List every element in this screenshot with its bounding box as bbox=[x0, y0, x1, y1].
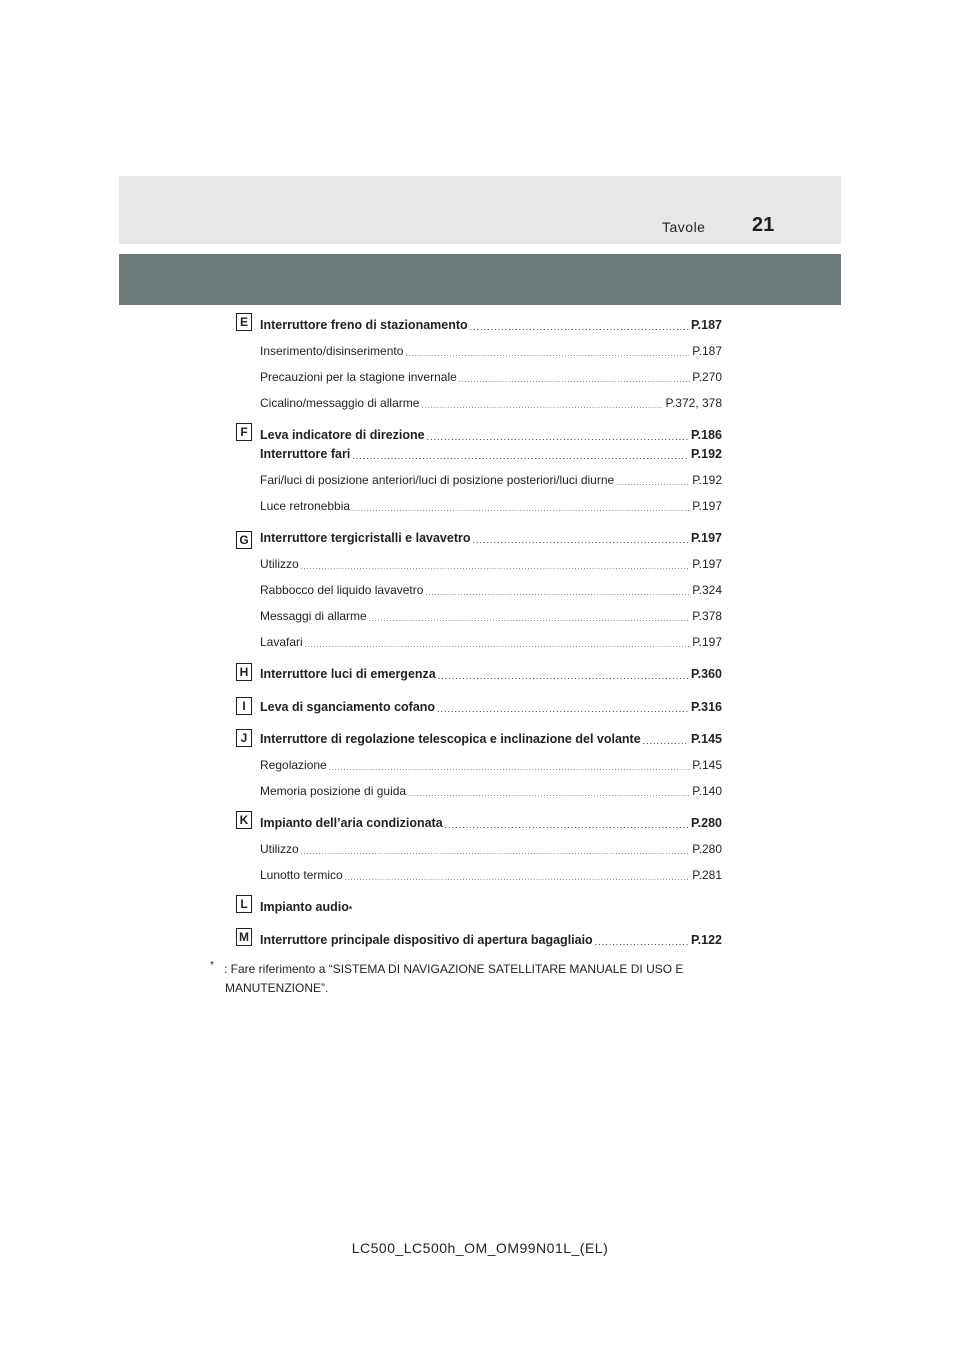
dot-leader bbox=[421, 403, 663, 410]
toc-subentry[interactable] bbox=[260, 609, 722, 623]
dot-leader bbox=[473, 535, 689, 545]
dot-leader bbox=[352, 506, 690, 513]
dot-leader bbox=[438, 671, 689, 681]
entry-label: Lunotto termico bbox=[260, 868, 343, 882]
dot-leader bbox=[301, 849, 691, 856]
toc-subentry[interactable] bbox=[260, 635, 722, 649]
toc-entry[interactable] bbox=[260, 933, 722, 947]
page-reference: P.122 bbox=[690, 933, 722, 947]
toc-subentry[interactable] bbox=[260, 344, 722, 358]
footnote-symbol: * bbox=[210, 960, 214, 971]
document-code: LC500_LC500h_OM_OM99N01L_(EL) bbox=[351, 1240, 609, 1256]
page-reference: P.140 bbox=[692, 784, 722, 798]
page-reference: P.270 bbox=[692, 370, 722, 384]
dot-leader bbox=[425, 590, 690, 597]
dot-leader bbox=[616, 480, 690, 487]
toc-entry[interactable] bbox=[260, 667, 722, 681]
toc-subentry[interactable] bbox=[260, 499, 722, 513]
entry-label: Utilizzo bbox=[260, 557, 299, 571]
entry-label: Precauzioni per la stagione invernale bbox=[260, 370, 457, 384]
section-letter-k: K bbox=[236, 811, 252, 829]
page-reference: P.324 bbox=[692, 583, 722, 597]
dot-leader bbox=[369, 616, 690, 623]
entry-label: Impianto dell’aria condizionata bbox=[260, 816, 443, 830]
entry-label: Interruttore luci di emergenza bbox=[260, 667, 436, 681]
entry-label: Interruttore freno di stazionamento bbox=[260, 318, 468, 332]
section-title: Tavole bbox=[662, 219, 706, 235]
entry-label: Interruttore fari bbox=[260, 447, 351, 461]
page-reference: P.145 bbox=[690, 732, 722, 746]
entry-label: Rabbocco del liquido lavavetro bbox=[260, 583, 424, 597]
dot-leader bbox=[305, 642, 690, 649]
dot-leader bbox=[643, 736, 689, 746]
footnote-line-2: MANUTENZIONE”. bbox=[225, 981, 329, 995]
section-letter-e: E bbox=[236, 313, 252, 331]
header-band bbox=[119, 176, 841, 244]
page-reference: P.145 bbox=[692, 758, 722, 772]
page-reference: P.197 bbox=[692, 557, 722, 571]
dot-leader bbox=[405, 351, 690, 358]
entry-label: Impianto audio bbox=[260, 900, 349, 914]
toc-entry[interactable] bbox=[260, 732, 722, 746]
entry-label: Interruttore di regolazione telescopica e inclinazione del volante bbox=[260, 732, 641, 746]
toc-entry[interactable] bbox=[260, 318, 722, 332]
dot-leader bbox=[408, 791, 690, 798]
page-reference: P.186 bbox=[690, 428, 722, 442]
page-reference: P.280 bbox=[690, 816, 722, 830]
dot-leader bbox=[301, 564, 691, 571]
toc-subentry[interactable] bbox=[260, 784, 722, 798]
toc-entry[interactable] bbox=[260, 428, 722, 442]
toc-subentry[interactable] bbox=[260, 868, 722, 882]
footnote-line-1: : Fare riferimento a “SISTEMA DI NAVIGAZIONE SATELLITARE MANUALE DI USO E bbox=[224, 962, 684, 976]
footnote bbox=[210, 956, 683, 998]
toc-subentry[interactable] bbox=[260, 473, 722, 487]
page-reference: P.372, 378 bbox=[665, 396, 722, 410]
dot-leader bbox=[352, 451, 689, 461]
dot-leader bbox=[459, 377, 690, 384]
entry-label: Interruttore principale dispositivo di apertura bagagliaio bbox=[260, 933, 593, 947]
section-letter-m: M bbox=[236, 928, 252, 946]
page-reference: P.360 bbox=[690, 667, 722, 681]
entry-label: Leva di sganciamento cofano bbox=[260, 700, 436, 714]
entry-label: Regolazione bbox=[260, 758, 327, 772]
toc-entry[interactable] bbox=[260, 816, 722, 830]
entry-label: Interruttore tergicristalli e lavavetro bbox=[260, 531, 471, 545]
toc-entry[interactable] bbox=[260, 531, 722, 545]
entry-label: Inserimento/disinserimento bbox=[260, 344, 404, 358]
section-letter-i: I bbox=[236, 697, 252, 715]
page-reference: P.378 bbox=[692, 609, 722, 623]
footnote-mark: * bbox=[348, 905, 353, 914]
page-reference: P.281 bbox=[692, 868, 722, 882]
entry-label: Cicalino/messaggio di allarme bbox=[260, 396, 420, 410]
page-reference: P.280 bbox=[692, 842, 722, 856]
section-letter-h: H bbox=[236, 663, 252, 681]
toc-subentry[interactable] bbox=[260, 396, 722, 410]
section-letter-j: J bbox=[236, 729, 252, 747]
page-number: 21 bbox=[752, 214, 775, 236]
toc-entry[interactable] bbox=[260, 700, 722, 714]
dot-leader bbox=[445, 820, 689, 830]
dot-leader bbox=[470, 322, 689, 332]
toc-entry[interactable] bbox=[260, 447, 722, 461]
entry-label: Luce retronebbia bbox=[260, 499, 351, 513]
toc-subentry[interactable] bbox=[260, 370, 722, 384]
entry-label: Messaggi di allarme bbox=[260, 609, 367, 623]
toc-subentry[interactable] bbox=[260, 842, 722, 856]
toc-entry[interactable] bbox=[260, 900, 722, 914]
page-reference: P.192 bbox=[690, 447, 722, 461]
entry-label: Memoria posizione di guida bbox=[260, 784, 407, 798]
entry-label: Utilizzo bbox=[260, 842, 299, 856]
page-reference: P.187 bbox=[692, 344, 722, 358]
section-letter-l: L bbox=[236, 895, 252, 913]
page-reference: P.197 bbox=[692, 499, 722, 513]
page-reference: P.197 bbox=[690, 531, 722, 545]
page-reference: P.316 bbox=[690, 700, 722, 714]
page-reference: P.187 bbox=[690, 318, 722, 332]
section-band bbox=[119, 254, 841, 305]
dot-leader bbox=[345, 875, 690, 882]
entry-label: Leva indicatore di direzione bbox=[260, 428, 425, 442]
page-reference: P.197 bbox=[692, 635, 722, 649]
entry-label: Fari/luci di posizione anteriori/luci di posizione posteriori/luci diurne bbox=[260, 473, 615, 487]
entry-label: Lavafari bbox=[260, 635, 303, 649]
dot-leader bbox=[595, 937, 689, 947]
section-letter-g: G bbox=[236, 531, 252, 549]
page-reference: P.192 bbox=[692, 473, 722, 487]
dot-leader bbox=[437, 704, 689, 714]
section-letter-f: F bbox=[236, 423, 252, 441]
toc-subentry[interactable] bbox=[260, 583, 722, 597]
dot-leader bbox=[427, 432, 689, 442]
toc-subentry[interactable] bbox=[260, 557, 722, 571]
dot-leader bbox=[329, 765, 690, 772]
toc-subentry[interactable] bbox=[260, 758, 722, 772]
